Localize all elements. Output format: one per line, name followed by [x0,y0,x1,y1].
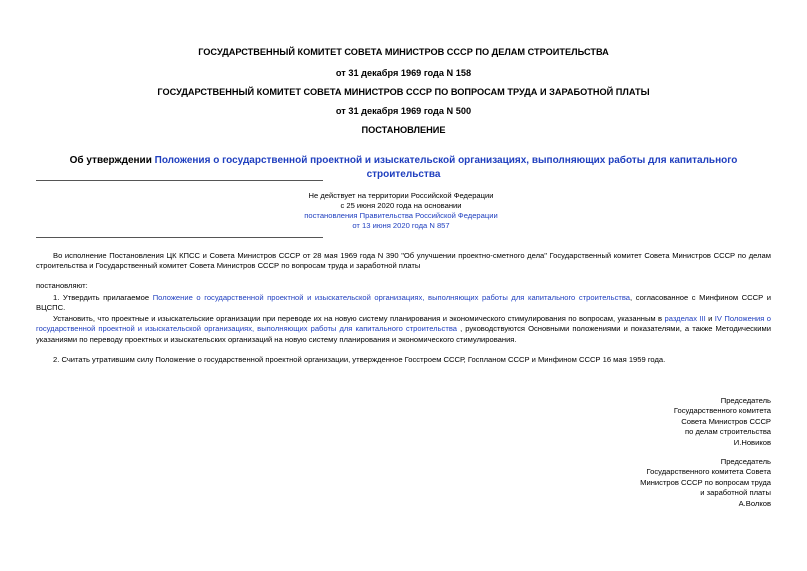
signature-block-1: Председатель Государственного комитета Совета Министров СССР по делам строительства И.Новиков [511,396,771,448]
paragraph-3: 2. Считать утратившим силу Положение о государственной проектной организации, утвержденное Госстроем СССР, Госпланом СССР и Минфином СССР 16 мая 1959 года. [53,355,666,364]
divider-bottom [36,237,323,238]
divider-top [36,180,323,181]
decree-word: постановляют: [36,281,88,290]
section-iii-link[interactable]: разделах III [664,314,706,323]
regulation-link[interactable]: Положение о государственной проектной и изыскательской организациях, выполняющих работы для капитального строительства [152,293,631,302]
document-type: ПОСТАНОВЛЕНИЕ [361,125,446,135]
signatory-name-1: И.Новиков [733,437,771,447]
signatory-name-2: А.Волков [738,498,771,508]
signature-block-2: Председатель Государственного комитета Совета Министров СССР по вопросам труда и заработной платы А.Волков [511,457,771,509]
regulation-link-2[interactable]: Положения о государственной проектной и изыскательской организациях, выполняющих работы для капитального строительства [36,314,771,334]
committee-title-2: ГОСУДАРСТВЕННЫЙ КОМИТЕТ СОВЕТА МИНИСТРОВ СССР ПО ВОПРОСАМ ТРУДА И ЗАРАБОТНОЙ ПЛАТЫ [157,87,650,97]
status-note [216,191,586,231]
status-link-date[interactable]: от 13 июня 2020 года N 857 [352,221,450,231]
subject-prefix: Об утверждении [69,155,155,166]
intro-paragraph: Во исполнение Постановления ЦК КПСС и Совета Министров СССР от 28 мая 1969 года N 390 "Об улучшении проектно-сметного дела" Государственный комитет Совета Министров СССР по делам строительства и Государственный комитет Совета Министров СССР по вопросам труда и заработной платы [36,251,771,271]
committee-title-1: ГОСУДАРСТВЕННЫЙ КОМИТЕТ СОВЕТА МИНИСТРОВ СССР ПО ДЕЛАМ СТРОИТЕЛЬСТВА [198,47,609,57]
subject-link[interactable]: Положения о государственной проектной и изыскательской организациях, выполняющих работы для капитального строительства [154,155,738,180]
document-subject [36,154,771,181]
status-line-1: Не действует на территории Российской Федерации [308,191,494,200]
status-line-2: с 25 июня 2020 года на основании [340,201,462,211]
status-link-decree[interactable]: постановления Правительства Российской Федерации [304,211,498,221]
section-iv-link[interactable]: IV [714,314,722,323]
paragraph-2: Установить, что проектные и изыскательские организации при переводе их на новую систему планирования и экономического стимулирования по вопросам, указанным в разделах III и IV Положения о государственной проектной и изыскательской организациях, выполняющих работы для капитального строительства , руководствуются Основными положениями и показателями, а также Методическими указаниями по переводу проектных и изыскательских организаций на новую систему планирования и экономического стимулирования. [36,314,772,344]
decree-date-2: от 31 декабря 1969 года N 500 [335,106,472,116]
paragraph-1: 1. Утвердить прилагаемое Положение о государственной проектной и изыскательской организациях, выполняющих работы для капитального строительства, согласованное с Минфином СССР и ВЦСПС. [36,293,772,313]
decree-date-1: от 31 декабря 1969 года N 158 [335,68,472,78]
